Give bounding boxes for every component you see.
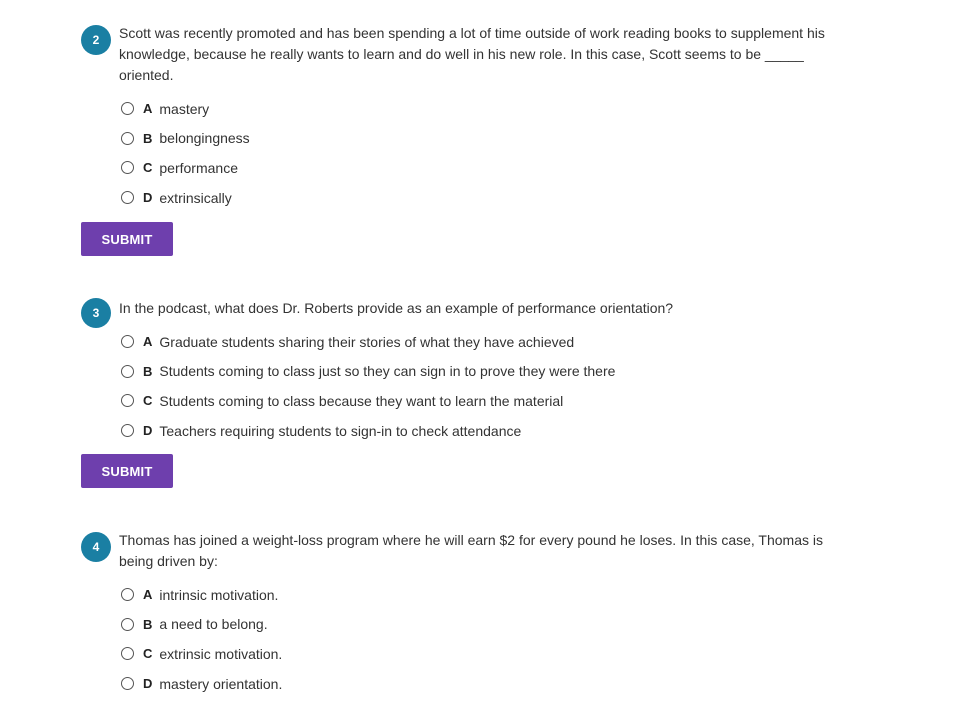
- submit-button-q3[interactable]: SUBMIT: [81, 454, 173, 488]
- radio-button[interactable]: [121, 335, 134, 348]
- radio-button[interactable]: [121, 394, 134, 407]
- option-label: mastery: [159, 100, 210, 117]
- option-a[interactable]: [121, 94, 841, 124]
- question-header: [81, 298, 841, 319]
- question-3: [81, 298, 841, 445]
- question-text: Thomas has joined a weight-loss program where he will earn $2 for every pound he loses. In this case, Thomas is being driven by:: [119, 532, 823, 569]
- option-c[interactable]: [121, 639, 841, 669]
- option-label: a need to belong.: [159, 616, 268, 633]
- option-c[interactable]: [121, 153, 841, 183]
- option-b[interactable]: [121, 610, 841, 640]
- submit-button-q2[interactable]: SUBMIT: [81, 222, 173, 256]
- option-letter: C: [143, 646, 153, 662]
- option-a[interactable]: [121, 327, 841, 357]
- radio-button[interactable]: [121, 102, 134, 115]
- option-letter: D: [143, 190, 153, 206]
- option-letter: D: [143, 676, 153, 692]
- option-label: intrinsic motivation.: [159, 586, 279, 603]
- option-a[interactable]: [121, 580, 841, 610]
- radio-button[interactable]: [121, 677, 134, 690]
- option-label: belongingness: [159, 130, 250, 147]
- question-4: [81, 530, 841, 698]
- option-label: Students coming to class just so they can sign in to prove they were there: [159, 363, 616, 380]
- radio-button[interactable]: [121, 618, 134, 631]
- radio-button[interactable]: [121, 365, 134, 378]
- option-letter: A: [143, 587, 153, 603]
- option-d[interactable]: [121, 416, 841, 446]
- question-number-badge: 3: [81, 298, 111, 328]
- option-letter: D: [143, 423, 153, 439]
- option-letter: B: [143, 363, 153, 379]
- option-label: Students coming to class because they want to learn the material: [159, 392, 564, 409]
- option-label: mastery orientation.: [159, 675, 283, 692]
- option-label: Graduate students sharing their stories of what they have achieved: [159, 333, 575, 350]
- question-text: In the podcast, what does Dr. Roberts provide as an example of performance orientation?: [119, 300, 674, 316]
- option-b[interactable]: [121, 124, 841, 154]
- option-label: performance: [159, 159, 238, 176]
- option-letter: A: [143, 101, 153, 117]
- option-label: Teachers requiring students to sign-in to check attendance: [159, 422, 522, 439]
- radio-button[interactable]: [121, 588, 134, 601]
- answer-options: [81, 94, 841, 212]
- radio-button[interactable]: [121, 132, 134, 145]
- radio-button[interactable]: [121, 647, 134, 660]
- option-letter: B: [143, 130, 153, 146]
- answer-options: [81, 580, 841, 698]
- option-label: extrinsic motivation.: [159, 645, 283, 662]
- option-b[interactable]: [121, 357, 841, 387]
- option-d[interactable]: [121, 183, 841, 213]
- question-header: [81, 23, 841, 86]
- question-number-badge: 2: [81, 25, 111, 55]
- question-2: [81, 23, 841, 212]
- answer-options: [81, 327, 841, 445]
- option-c[interactable]: [121, 386, 841, 416]
- option-letter: C: [143, 160, 153, 176]
- radio-button[interactable]: [121, 191, 134, 204]
- option-label: extrinsically: [159, 189, 232, 206]
- radio-button[interactable]: [121, 424, 134, 437]
- option-d[interactable]: [121, 669, 841, 699]
- question-number-badge: 4: [81, 532, 111, 562]
- option-letter: B: [143, 616, 153, 632]
- radio-button[interactable]: [121, 161, 134, 174]
- option-letter: C: [143, 393, 153, 409]
- question-header: [81, 530, 841, 572]
- question-text: Scott was recently promoted and has been spending a lot of time outside of work reading books to supplement his knowledge, because he really wants to learn and do well in his new role. In this case, Scott seems to be _____ oriented.: [119, 25, 825, 83]
- option-letter: A: [143, 334, 153, 350]
